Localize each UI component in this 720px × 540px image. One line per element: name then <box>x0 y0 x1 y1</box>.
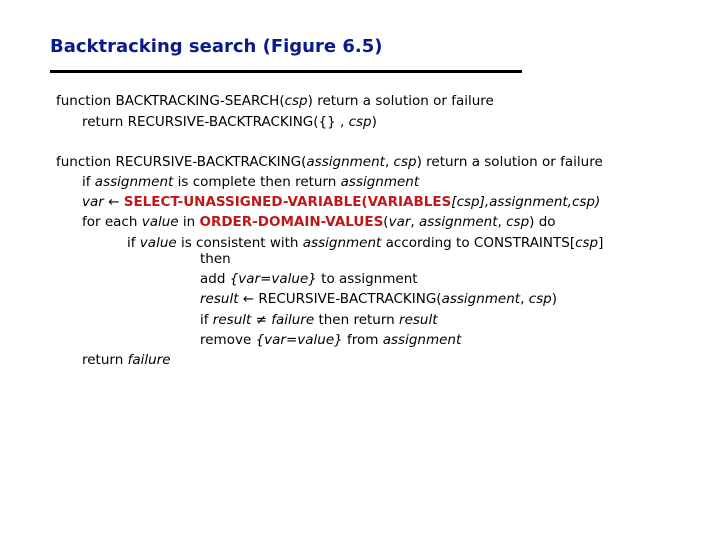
keyword-return: return <box>82 352 124 368</box>
fn-args: [csp],assignment,csp) <box>451 194 601 210</box>
return-desc: a solution or failure <box>358 93 494 109</box>
var-result: result <box>208 312 252 328</box>
param-csp: csp <box>284 93 308 109</box>
code-line-13 <box>82 351 171 369</box>
keyword-then-return: then return <box>260 174 337 190</box>
fn-order-domain-values: ORDER-DOMAIN-VALUES <box>199 214 384 230</box>
constraints-text: according to CONSTRAINTS[ <box>381 235 576 251</box>
keyword-function: function <box>56 93 112 109</box>
separator: , <box>384 154 394 170</box>
param-csp: csp <box>393 154 417 170</box>
param-csp: csp <box>506 214 530 230</box>
var-assignment: assignment <box>90 174 174 190</box>
paren-close: ) <box>551 291 557 307</box>
keyword-return: return <box>421 154 468 170</box>
paren-close: ) <box>307 93 313 109</box>
not-equal-sign: ≠ <box>251 312 272 328</box>
keyword-if: if <box>200 312 209 328</box>
separator: , <box>520 291 529 307</box>
keyword-then-return: then return <box>314 312 395 328</box>
separator: , <box>410 214 419 230</box>
condition-text: is complete <box>173 174 261 190</box>
code-line-2 <box>82 113 377 131</box>
paren-close: ) <box>529 214 535 230</box>
keyword-in: in <box>178 214 200 230</box>
paren-close: ) <box>371 114 377 130</box>
paren-open: ( <box>383 214 389 230</box>
var-value: value <box>137 214 179 230</box>
assign-arrow: ← <box>103 194 124 210</box>
code-line-8 <box>200 250 231 268</box>
var-failure: failure <box>271 312 315 328</box>
remove-text: remove <box>200 332 256 348</box>
param-assignment: assignment <box>306 154 385 170</box>
var-value: value <box>135 235 177 251</box>
keyword-then: then <box>200 251 231 267</box>
code-line-3 <box>56 153 603 171</box>
var-assignment: assignment <box>382 332 462 348</box>
call-recursive: RECURSIVE-BACKTRACKING({} , <box>123 114 349 130</box>
from-text: from <box>342 332 383 348</box>
keyword-if: if <box>82 174 91 190</box>
param-csp: csp <box>348 114 372 130</box>
param-csp: csp <box>575 235 599 251</box>
param-var: var <box>388 214 411 230</box>
bracket-close: ] <box>598 235 604 251</box>
keyword-function: function <box>56 154 112 170</box>
separator: , <box>497 214 507 230</box>
code-line-6 <box>82 213 556 231</box>
code-line-12 <box>200 331 461 349</box>
keyword-do: do <box>534 214 556 230</box>
var-assignment: assignment <box>302 235 382 251</box>
code-line-5 <box>82 193 600 211</box>
paren-close: ) <box>416 154 422 170</box>
function-name: BACKTRACKING-SEARCH( <box>111 93 285 109</box>
add-text: add <box>200 271 230 287</box>
var-assignment: assignment <box>336 174 420 190</box>
return-desc: a solution or failure <box>467 154 603 170</box>
code-line-7 <box>127 234 603 252</box>
var-failure: failure <box>123 352 171 368</box>
var-value-binding: {var=value} <box>229 271 317 287</box>
condition-text: is consistent with <box>176 235 303 251</box>
var-result: result <box>200 291 239 307</box>
var-var: var <box>82 194 104 210</box>
code-line-4 <box>82 173 419 191</box>
title-underline <box>50 70 522 73</box>
var-result: result <box>394 312 438 328</box>
code-line-1 <box>56 92 494 110</box>
keyword-return: return <box>312 93 359 109</box>
param-assignment: assignment <box>418 214 498 230</box>
param-csp: csp <box>528 291 552 307</box>
slide-title: Backtracking search (Figure 6.5) <box>50 36 383 57</box>
var-value-binding: {var=value} <box>255 332 343 348</box>
function-name: RECURSIVE-BACKTRACKING( <box>111 154 307 170</box>
param-assignment: assignment <box>441 291 521 307</box>
code-line-11 <box>200 311 438 329</box>
fn-select-unassigned-variable: SELECT-UNASSIGNED-VARIABLE(VARIABLES <box>123 194 452 210</box>
code-line-9 <box>200 270 418 288</box>
keyword-for-each: for each <box>82 214 138 230</box>
assign-arrow: ← <box>238 291 259 307</box>
to-assignment-text: to assignment <box>316 271 418 287</box>
keyword-if: if <box>127 235 136 251</box>
call-recursive: RECURSIVE-BACTRACKING( <box>258 291 442 307</box>
code-line-10 <box>200 290 557 308</box>
keyword-return: return <box>82 114 124 130</box>
